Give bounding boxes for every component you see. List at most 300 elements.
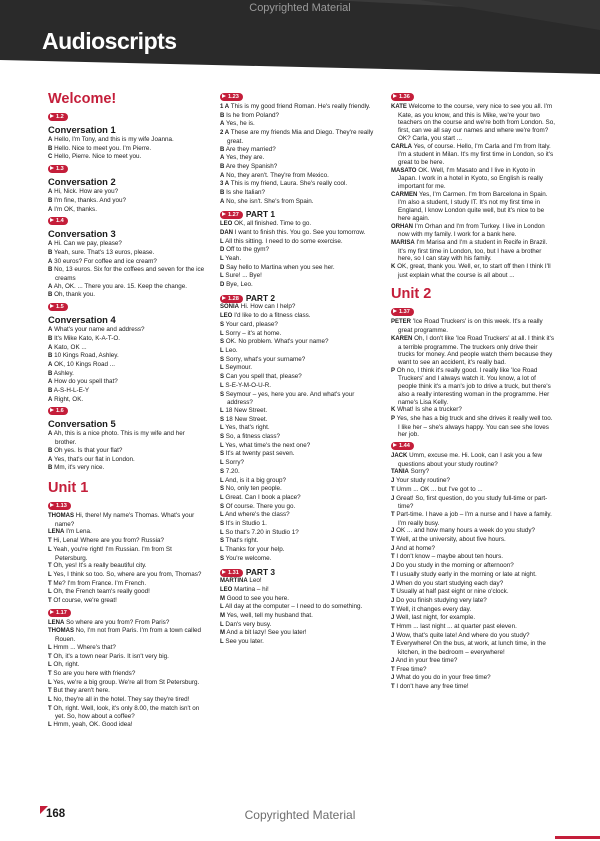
speaker-label: A [48,379,53,386]
speaker-label: L [220,604,224,611]
dialogue-line [220,391,380,407]
dialogue-line [220,416,380,425]
dialogue-line [220,364,380,373]
dialogue-text: Are they Spanish? [224,162,278,170]
speaker-label: B [220,163,225,170]
speaker-label: LEO [220,221,233,228]
dialogue-text: Can you spell that, please? [224,373,302,381]
dialogue-line [391,167,555,191]
track-row [48,499,206,512]
dialogue-text: I'm fine, thanks. And you? [52,196,127,204]
dialogue-text: Oh, I don't like 'Ice Road Truckers' at all. I think it's a terrible programme. The truckers only drive their trucks for money. And people watch them because they want to see an accident, it's really bad. [398,334,554,366]
speaker-label: P [391,415,396,422]
conversation-heading: Conversation 2 [48,176,116,188]
dialogue-line [220,638,380,647]
speaker-label: B [48,353,53,360]
speaker-label: B [48,145,53,152]
speaker-label: ORHAN [391,223,413,230]
speaker-label: M [220,630,225,637]
play-icon [50,166,54,170]
dialogue-line [48,528,206,537]
dialogue-text: No, only ten people. [224,485,282,493]
dialogue-line [391,511,555,527]
speaker-label: A [48,206,53,213]
dialogue-line [391,657,555,666]
speaker-label: J [391,545,395,552]
dialogue-text: When do you start studying each day? [394,579,504,587]
dialogue-text: Yeah, sure. That's 13 euros, please. [52,248,155,256]
dialogue-text: Hi, there! My name's Thomas. What's your name? [55,511,195,528]
speaker-label: L [220,442,224,449]
dialogue-line [220,494,380,503]
dialogue-line [220,424,380,433]
dialogue-line [391,103,555,143]
dialogue-text: OK, all finished. Time to go. [232,220,312,228]
dialogue-text: Hello. Nice to meet you. I'm Pierre. [52,144,152,152]
dialogue-line [48,344,206,353]
dialogue-text: So, a fitness class? [224,433,281,441]
speaker-label: A [48,431,53,438]
speaker-label: T [391,666,395,673]
speaker-label: PETER [391,319,412,326]
dialogue-line [220,189,380,198]
dialogue-line [48,447,206,456]
dialogue-text: Wow, that's quite late! And where do you study? [394,631,530,639]
track-badge [220,295,243,303]
dialogue-line [391,606,555,615]
speaker-label: K [391,407,396,414]
watermark-bottom: Copyrighted Material [244,808,356,822]
play-icon [222,212,226,216]
dialogue-line [48,396,206,405]
dialogue-text: Hi, Nick. How are you? [52,188,119,196]
dialogue-line [220,229,380,238]
speaker-label: L [220,238,224,245]
dialogue-text: It's Mike Kato, K-A-T-O. [52,334,121,342]
dialogue-text: Yeah, you're right! I'm Russian. I'm from St Petersburg. [51,545,172,562]
dialogue-line [48,266,206,282]
dialogue-text: 30 euros? For coffee and ice cream? [52,257,157,265]
dialogue-line [220,555,380,564]
dialogue-line [48,687,206,696]
speaker-label: L [220,425,224,432]
dialogue-line [391,239,555,263]
speaker-label: A [48,137,53,143]
dialogue-text: This is my good friend Roman. He's really friendly. [229,103,371,110]
dialogue-text: All day at the computer – I need to do something. [223,603,363,611]
dialogue-line [391,580,555,589]
dialogue-line [48,136,206,145]
track-badge [48,303,68,311]
dialogue-line [48,721,206,730]
speaker-label: B [48,267,53,274]
dialogue-text: Bye, Leo. [224,281,253,289]
dialogue-text: Great. Can I book a place? [223,493,301,501]
speaker-label: S [220,391,225,398]
dialogue-text: Is he from Poland? [224,111,279,119]
dialogue-line [48,240,206,249]
dialogue-text: You're welcome. [224,554,272,562]
dialogue-text: Oh yes. Is that your flat? [52,446,123,454]
dialogue-text: 10 Kings Road, Ashley. [52,352,119,360]
dialogue-text: S-E-Y-M-O-U-R. [223,381,272,389]
track-row [391,439,555,452]
track-number: 1.27 [228,212,239,219]
track-number: 1.6 [56,408,64,415]
dialogue-text: Oh, yes! It's a really beautiful city. [51,562,147,570]
speaker-label: A [220,155,225,162]
dialogue-line [220,321,380,330]
speaker-label: A [220,121,225,128]
speaker-label: A [48,189,53,196]
dialogue-line [220,629,380,638]
dialogue-line [48,580,206,589]
track-row [48,214,206,227]
dialogue-line [391,486,555,495]
speaker-label: MASATO [391,167,417,174]
speaker-label: A [48,241,53,248]
dialogue-line [391,674,555,683]
dialogue-text: I don't know – maybe about ten hours. [394,553,503,561]
dialogue-line [220,312,380,321]
dialogue-text: I'm Marisa and I'm a student in Recife in Brazil. It's my first time in London, too, but I have a brother here, so I can stay with his family. [398,238,548,263]
dialogue-text: Seymour. [223,364,253,372]
dialogue-text: So that's 7.20 in Studio 1? [223,528,299,536]
speaker-label: L [220,330,224,337]
speaker-label: B [48,370,53,377]
dialogue-line [48,352,206,361]
dialogue-text: Oh, the French team's really good! [51,588,150,596]
dialogue-line [48,670,206,679]
dialogue-text: And a bit lazy! See you later! [225,629,307,637]
dialogue-text: Hi, Lena! Where are you from? Russia? [51,537,165,545]
dialogue-text: 'Ice Road Truckers' is on this week. It's a really great programme. [398,318,543,335]
dialogue-line [391,191,555,223]
speaker-label: L [220,347,224,354]
speaker-label: MARTINA [220,578,248,585]
dialogue-line [391,614,555,623]
speaker-label: CARMEN [391,191,418,198]
track-badge [391,442,414,450]
speaker-label: B [48,388,53,395]
dialogue-line [220,382,380,391]
dialogue-line [220,264,380,273]
speaker-label: L [220,407,224,414]
speaker-label: S [220,374,225,381]
play-icon [393,309,397,313]
dialogue-text: OK ... and how many hours a week do you study? [394,527,536,535]
dialogue-line [391,588,555,597]
speaker-label: P [391,367,396,374]
dialogue-text: Ah, OK. ... There you are. 15. Keep the change. [52,282,187,290]
dialogue-line [220,459,380,468]
conversation-heading: Conversation 1 [48,124,116,135]
dialogue-text: 18 New Street. [223,406,268,414]
dialogue-text: Me? I'm from France. I'm French. [51,579,147,587]
dialogue-text: Oh, right. Well, look, it's only 8.00, the match isn't on yet. So, how about a coffee? [51,704,200,721]
dialogue-line [48,661,206,670]
dialogue-text: Yes, I think so too. So, where are you from, Thomas? [51,570,202,578]
speaker-label: T [48,580,52,587]
unit-heading: Welcome! [48,91,117,107]
dialogue-text: Hmm ... last night ... at quarter past eleven. [394,623,517,631]
dialogue-text: Do you study in the morning or afternoon? [394,562,514,570]
dialogue-line [48,679,206,688]
speaker-label: LENA [48,619,65,626]
dialogue-text: Yes, that's our flat in London. [52,455,135,463]
dialogue-text: Yes, he is. [224,120,255,128]
dialogue-text: 18 New Street. [224,415,268,423]
dialogue-line [48,653,206,662]
dialogue-text: I don't have any free time! [394,683,469,690]
speaker-label: S [220,555,225,562]
dialogue-text: Yes, well, tell my husband that. [225,612,313,620]
dialogue-line [48,188,206,197]
dialogue-text: No, she isn't. She's from Spain. [224,197,314,205]
dialogue-line [220,450,380,459]
speaker-label: MARISA [391,239,415,246]
dialogue-text: These are my friends Mia and Diego. They're really great. [227,129,374,145]
dialogue-line [220,129,380,145]
play-icon [50,610,54,614]
dialogue-text: Everywhere! On the bus, at work, at lunch time, in the kitchen, in the bedroom – everywhere! [394,640,546,657]
play-icon [222,296,226,300]
track-badge [391,308,414,316]
speaker-label: B [48,197,53,204]
speaker-label: A [48,456,53,463]
speaker-label: S [220,521,225,528]
speaker-label: L [220,512,224,519]
dialogue-line [48,696,206,705]
dialogue-text: What's your name and address? [52,326,145,334]
dialogue-text: Are they married? [224,145,276,153]
dialogue-line [220,511,380,520]
dialogue-line [220,246,380,255]
speaker-label: J [391,495,395,502]
dialogue-text: Well, last night, for example. [394,614,476,622]
dialogue-line [48,456,206,465]
speaker-label: K [391,264,396,271]
speaker-label: JACK [391,453,408,460]
dialogue-line [220,603,380,612]
dialogue-text: Yes, that's right. [223,424,270,432]
play-icon [50,503,54,507]
track-badge [220,211,243,219]
dialogue-text: Of course. There you go. [224,502,296,510]
dialogue-text: Yes, I'm Carmen. I'm from Barcelona in Spain. I'm also a student, I study IT. It's not my first time in England, I know London quite well, but it's nice to be here again. [398,190,548,222]
dialogue-text: Oh, it's a town near Paris. It isn't very big. [51,652,169,660]
track-row [391,305,555,318]
dialogue-line [220,198,380,207]
speaker-label: B [48,335,53,342]
speaker-label: B [48,465,53,472]
dialogue-line [391,527,555,536]
dialogue-text: What! Is she a trucker? [395,406,462,414]
dialogue-text: Yes, we're a big group. We're all from St Petersburg. [51,678,200,686]
track-number: 1.3 [56,166,64,173]
track-badge [48,407,68,415]
speaker-label: S [220,339,225,346]
speaker-label: M [220,595,225,602]
track-row [220,90,380,103]
speaker-label: L [48,546,52,553]
dialogue-text: Right, OK. [52,395,84,403]
dialogue-line [391,623,555,632]
column-right [391,90,555,692]
speaker-label: 2 A [220,130,230,137]
dialogue-text: Sorry – it's at home. [223,329,282,337]
speaker-label: S [220,321,225,328]
dialogue-line [220,621,380,630]
dialogue-text: Yes, of course. Hello, I'm Carla and I'm from Italy. I'm a student in Milan. It's my first time in London, so it's great to be here. [398,142,554,166]
track-badge [48,113,68,121]
speaker-label: L [220,639,224,646]
dialogue-line [48,326,206,335]
speaker-label: M [220,613,225,620]
speaker-label: D [220,282,225,289]
dialogue-text: So are you here with friends? [51,669,136,677]
dialogue-line [220,503,380,512]
speaker-label: L [48,722,52,729]
speaker-label: 3 A [220,181,230,188]
track-badge [48,165,68,173]
speaker-label: T [391,684,395,690]
dialogue-text: OK. Well, I'm Masato and I live in Kyoto in Japan. I work in a hotel in Kyoto, so English is really important for me. [398,166,543,191]
dialogue-line [220,272,380,281]
dialogue-text: Umm, excuse me. Hi. Look, can I ask you a few questions about your study routine? [398,452,543,468]
speaker-label: J [391,632,395,639]
dialogue-line [220,442,380,451]
speaker-label: L [48,662,52,669]
dialogue-text: I'm OK, thanks. [52,205,97,213]
speaker-label: L [48,571,52,578]
part-heading-row [220,293,380,304]
speaker-label: S [220,538,225,545]
speaker-label: T [48,563,52,570]
dialogue-text: I'm Lena. [64,528,92,536]
track-number: 1.17 [56,609,67,616]
dialogue-text: I usually study early in the morning or late at night. [394,570,537,578]
speaker-label: B [220,112,225,119]
dialogue-line [220,120,380,129]
speaker-label: S [220,503,225,510]
speaker-label: A [48,344,53,351]
dialogue-text: Seymour – yes, here you are. And what's your address? [224,390,355,407]
play-icon [222,94,226,98]
dialogue-line [48,153,206,162]
speaker-label: T [391,606,395,613]
dialogue-line [391,495,555,511]
speaker-label: B [48,292,53,299]
speaker-label: L [220,460,224,467]
dialogue-text: Sorry? [223,459,244,467]
speaker-label: B [48,249,53,256]
dialogue-text: This is my friend, Laura. She's really cool. [229,180,348,188]
dialogue-text: A-S-H-L-E-Y [52,387,90,395]
dialogue-line [391,536,555,545]
dialogue-text: Oh no, I think it's really good. I really like 'Ice Road Truckers' and I always watch it. You know, a lot of people think it's a man's job to drive a truck, but there's also a really interesting woman in the programme. Her name's Lisa Kelly. [395,366,551,406]
speaker-label: 1 A [220,104,230,110]
track-row [48,110,206,123]
speaker-label: T [391,624,395,631]
dialogue-line [220,338,380,347]
speaker-label: L [220,529,224,536]
part-heading: PART 2 [245,292,276,303]
dialogue-line [220,529,380,538]
dialogue-line [391,571,555,580]
speaker-label: A [220,198,225,205]
dialogue-text: Part-time. I have a job – I'm a nurse and I have a family. I'm really busy. [394,510,552,527]
dialogue-text: Hmm, yeah, OK. Good idea! [51,721,133,729]
dialogue-line [220,407,380,416]
dialogue-text: Say hello to Martina when you see her. [224,263,335,271]
dialogue-text: Your card, please? [224,320,278,328]
play-icon [393,94,397,98]
dialogue-text: Yeah. [223,254,242,262]
dialogue-line [220,220,380,229]
dialogue-line [48,387,206,396]
dialogue-text: Yes, she has a big truck and she drives it really well too. I like her – she's always happy. You can see she loves her job. [395,414,553,439]
speaker-label: J [391,528,395,535]
speaker-label: L [48,697,52,704]
dialogue-line [220,112,380,121]
speaker-label: T [391,554,395,561]
speaker-label: B [48,447,53,454]
dialogue-text: Is she Italian? [224,189,265,197]
part-heading: PART 1 [245,209,276,220]
dialogue-text: Hmm ... Where's that? [51,643,116,651]
speaker-label: L [220,365,224,372]
speaker-label: A [48,327,53,334]
dialogue-line [48,627,206,643]
dialogue-text: Sorry, what's your surname? [224,355,306,363]
speaker-label: D [220,247,225,254]
speaker-label: T [48,598,52,605]
dialogue-text: Yes, what time's the next one? [223,441,311,449]
dialogue-text: Usually at half past eight or nine o'clock. [394,588,509,596]
page-edge-bar [555,836,600,839]
dialogue-line [48,537,206,546]
dialogue-line [220,180,380,189]
dialogue-text: Hello, I'm Tony, and this is my wife Joanna. [52,136,174,143]
unit-heading: Unit 2 [391,286,432,303]
dialogue-line [391,468,555,477]
speaker-label: B [220,146,225,153]
speaker-label: L [220,547,224,554]
dialogue-text: Sure! ... Bye! [223,272,262,280]
dialogue-line [48,464,206,473]
part-heading-row [220,209,380,220]
dialogue-line [48,361,206,370]
dialogue-text: I'm Orhan and I'm from Turkey. I live in London now with my family. I work for a bank here. [398,222,545,239]
speaker-label: T [391,589,395,596]
column-middle [220,90,380,647]
dialogue-line [391,640,555,656]
dialogue-line [48,562,206,571]
dialogue-text: Leo. [223,346,238,354]
dialogue-text: Hello, Pierre. Nice to meet you. [52,153,142,161]
dialogue-text: Ashley. [52,369,74,377]
track-number: 1.28 [228,295,239,302]
dialogue-text: OK. No problem. What's your name? [224,338,329,346]
speaker-label: J [391,615,395,622]
dialogue-text: Hi. How can I help? [239,303,296,311]
dialogue-line [391,666,555,675]
dialogue-line [48,571,206,580]
dialogue-line [220,103,380,112]
dialogue-text: Kato, OK ... [52,343,87,351]
dialogue-line [220,356,380,365]
